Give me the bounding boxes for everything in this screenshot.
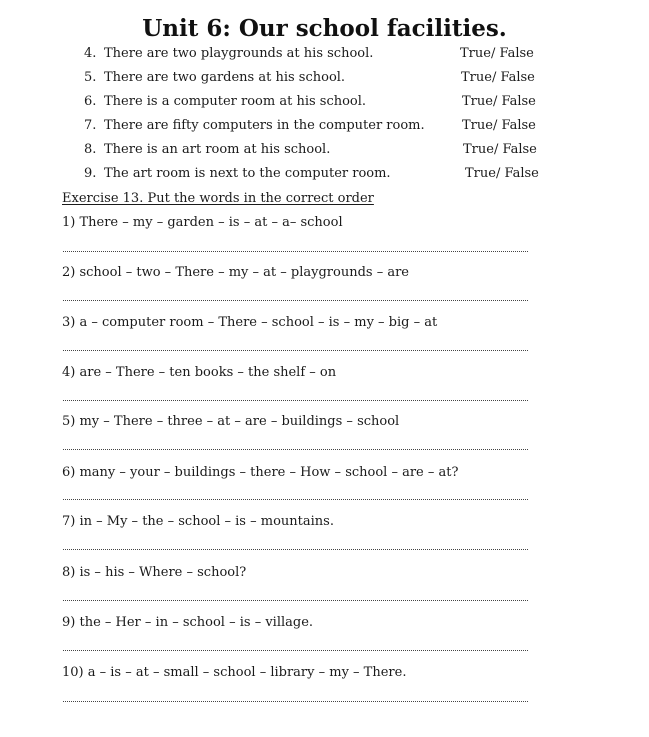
- exercise-item: 8) is – his – Where – school?: [62, 565, 247, 580]
- statement-text: The art room is next to the computer room.: [104, 166, 391, 181]
- item-number: 9.: [84, 166, 97, 181]
- statement-text: There are fifty computers in the computer room.: [104, 118, 425, 133]
- answer-line[interactable]: [63, 701, 528, 702]
- exercise-item: 1) There – my – garden – is – at – a– school: [62, 215, 343, 230]
- true-false-item: [0, 68, 649, 88]
- exercise-heading: Exercise 13. Put the words in the correct order: [62, 191, 374, 206]
- statement-text: There is a computer room at his school.: [104, 94, 367, 109]
- true-false-item: [0, 116, 649, 136]
- true-false-answer: True/ False: [465, 166, 539, 181]
- exercise-item: 7) in – My – the – school – is – mountains.: [62, 514, 334, 529]
- true-false-item: [0, 164, 649, 184]
- exercise-item: 6) many – your – buildings – there – How – school – are – at?: [62, 465, 459, 480]
- item-number: 4.: [84, 46, 97, 61]
- true-false-item: [0, 92, 649, 112]
- answer-line[interactable]: [63, 650, 528, 651]
- item-number: 7.: [84, 118, 97, 133]
- exercise-item: 2) school – two – There – my – at – playgrounds – are: [62, 265, 410, 280]
- item-number: 8.: [84, 142, 97, 157]
- exercise-item: 10) a – is – at – small – school – library – my – There.: [62, 665, 407, 680]
- exercise-item: 9) the – Her – in – school – is – village.: [62, 615, 314, 630]
- true-false-answer: True/ False: [460, 46, 534, 61]
- true-false-answer: True/ False: [462, 94, 536, 109]
- true-false-answer: True/ False: [462, 118, 536, 133]
- answer-line[interactable]: [63, 549, 528, 550]
- answer-line[interactable]: [63, 350, 528, 351]
- answer-line[interactable]: [63, 499, 528, 500]
- true-false-item: [0, 44, 649, 64]
- answer-line[interactable]: [63, 251, 528, 252]
- true-false-answer: True/ False: [461, 70, 535, 85]
- answer-line[interactable]: [63, 449, 528, 450]
- answer-line[interactable]: [63, 300, 528, 301]
- true-false-item: [0, 140, 649, 160]
- item-number: 6.: [84, 94, 97, 109]
- true-false-answer: True/ False: [463, 142, 537, 157]
- exercise-item: 5) my – There – three – at – are – buildings – school: [62, 414, 400, 429]
- exercise-item: 3) a – computer room – There – school – is – my – big – at: [62, 315, 438, 330]
- answer-line[interactable]: [63, 600, 528, 601]
- page-title: Unit 6: Our school facilities.: [142, 15, 507, 42]
- statement-text: There are two gardens at his school.: [104, 70, 346, 85]
- item-number: 5.: [84, 70, 97, 85]
- statement-text: There are two playgrounds at his school.: [104, 46, 374, 61]
- exercise-item: 4) are – There – ten books – the shelf – on: [62, 365, 337, 380]
- answer-line[interactable]: [63, 400, 528, 401]
- statement-text: There is an art room at his school.: [104, 142, 331, 157]
